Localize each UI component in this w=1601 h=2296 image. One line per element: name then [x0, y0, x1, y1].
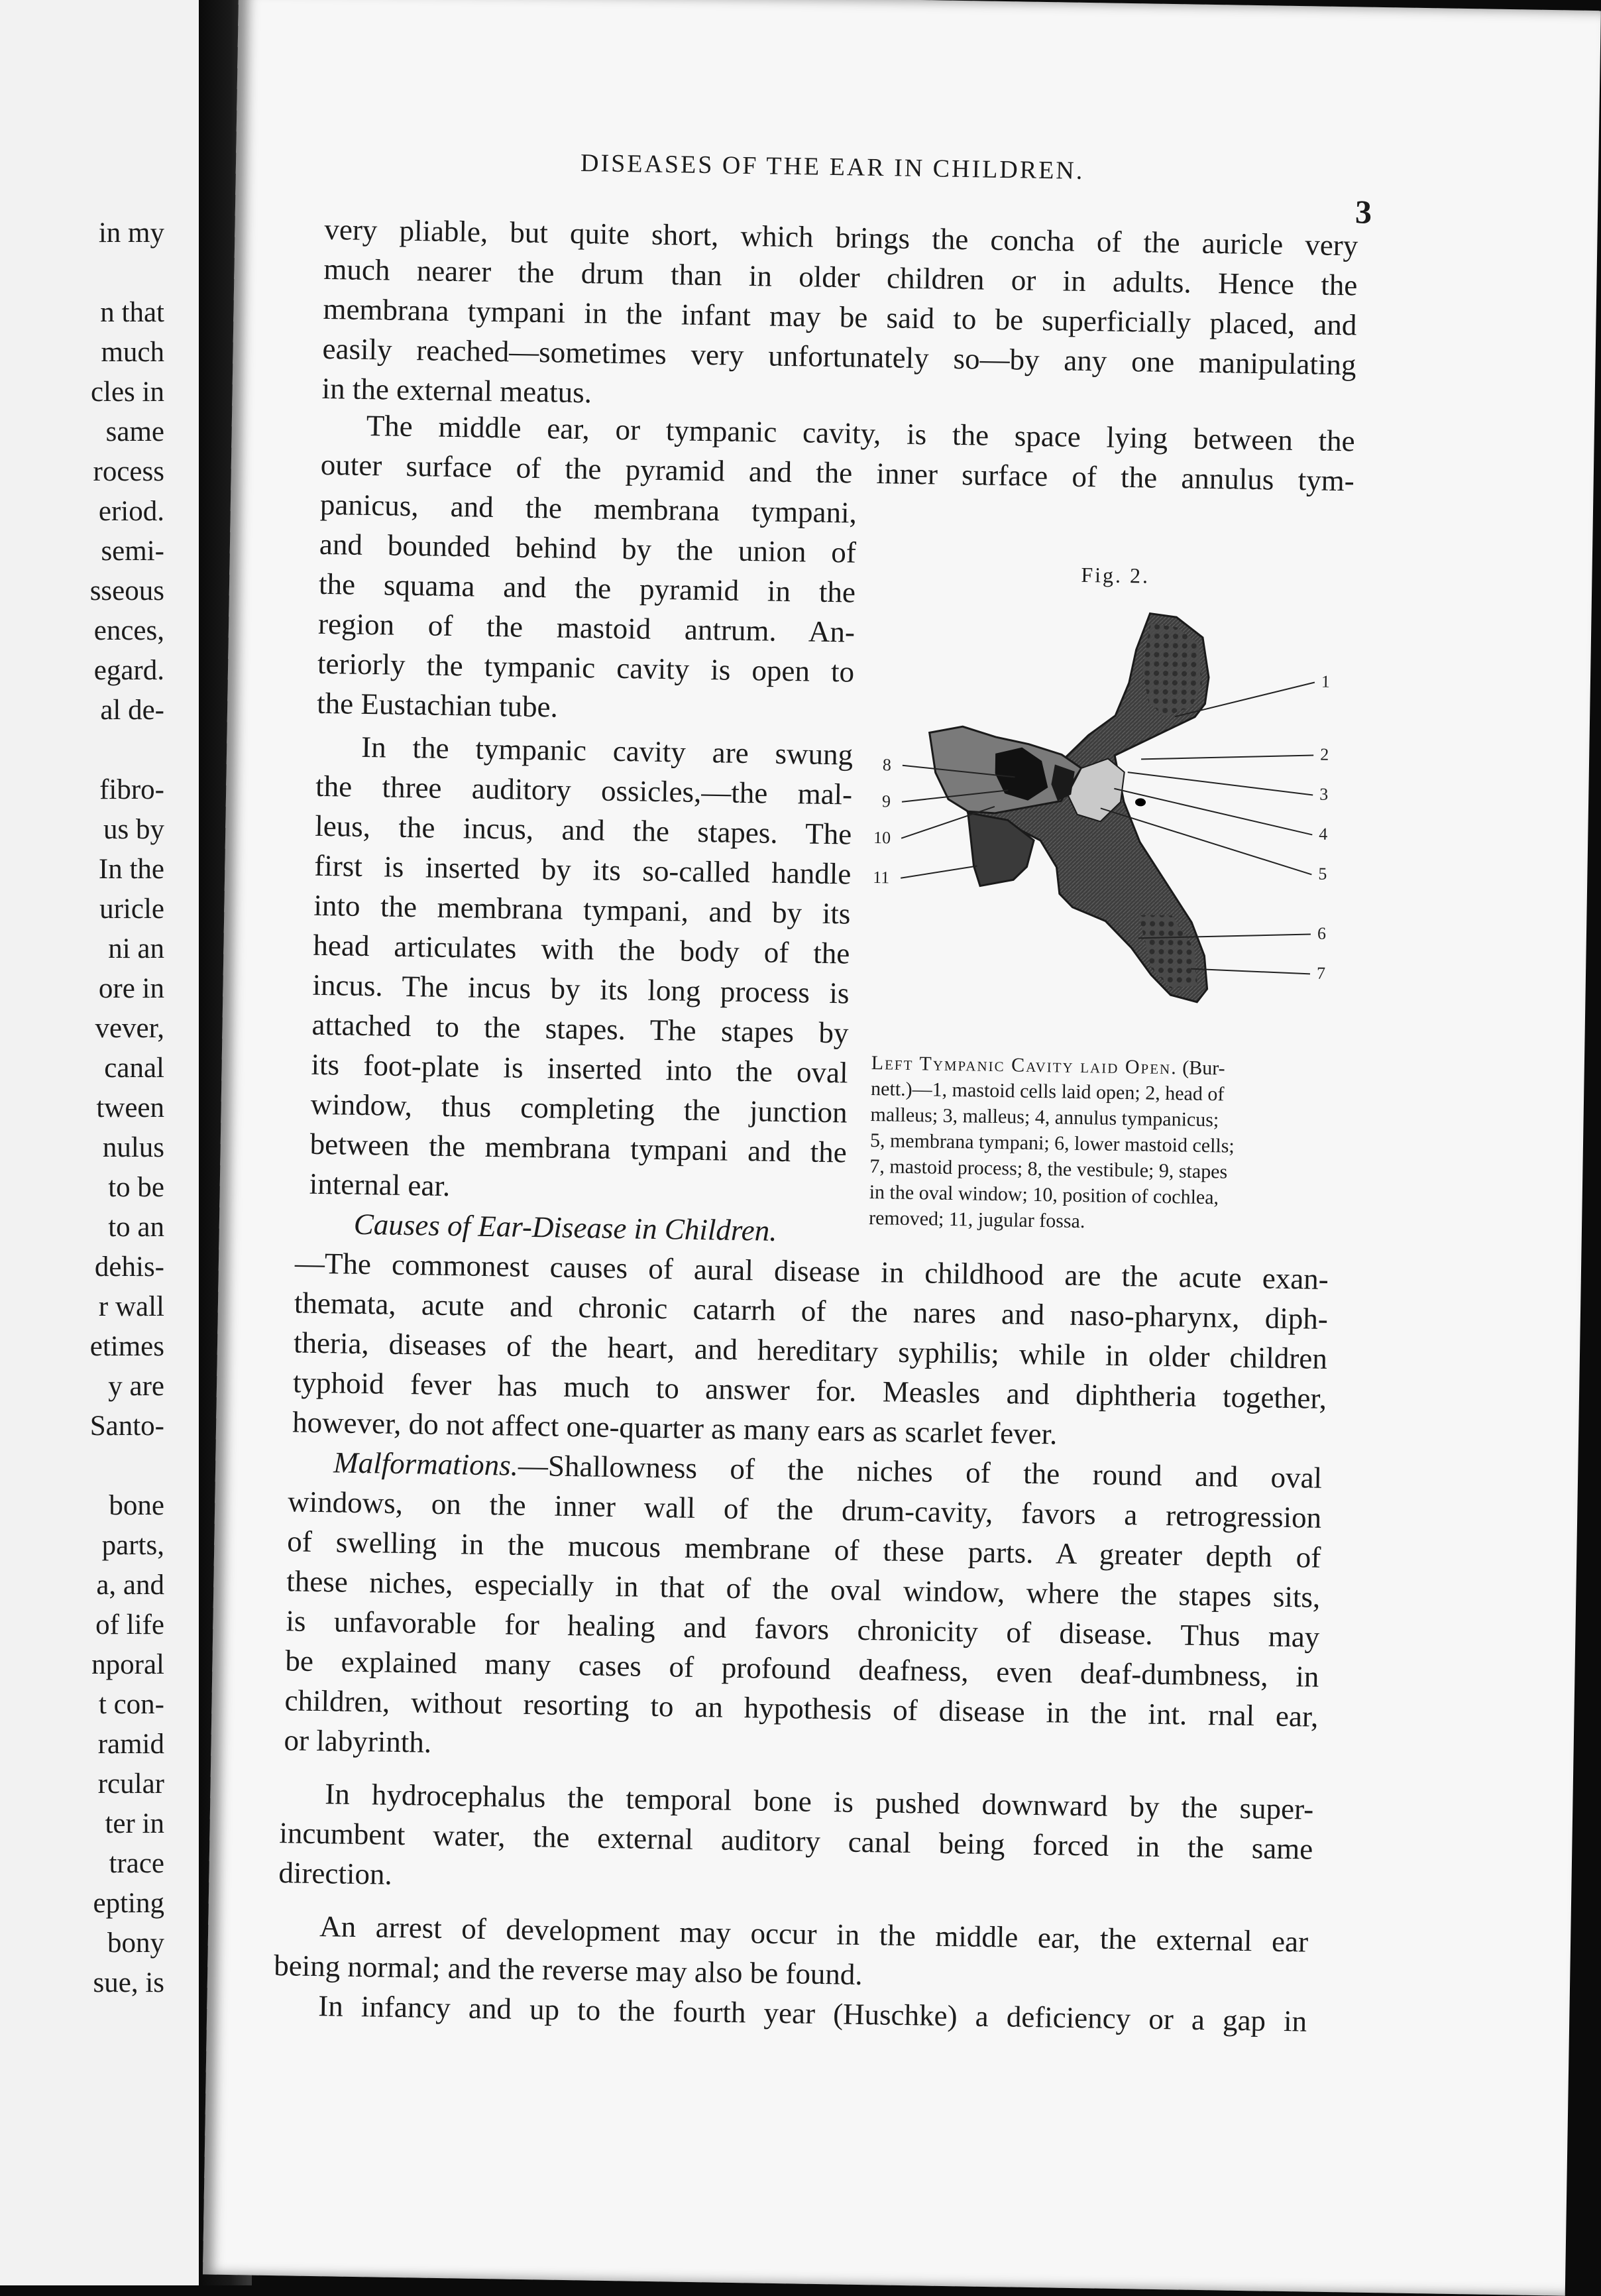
facing-page-text-fragment: ore in	[98, 973, 164, 1004]
figure-caption	[869, 1050, 1335, 1238]
text-line: much nearer the drum than in older children or in adults. Hence the	[323, 252, 1358, 302]
facing-page-text-fragment: dehis-	[94, 1251, 164, 1283]
text-line: region of the mastoid antrum. An-	[317, 606, 856, 649]
facing-page-text-fragment: us by	[103, 814, 164, 845]
text-line: window, thus completing the junction	[310, 1087, 848, 1129]
callout-8: 8	[882, 755, 892, 775]
callout-9: 9	[881, 791, 891, 811]
text-line: —The commonest causes of aural disease in childhood are the acute exan-	[294, 1246, 1329, 1296]
text-line: incus. The incus by its long process is	[312, 968, 850, 1010]
caption-line: 5, membrana tympani; 6, lower mastoid cells;	[869, 1129, 1235, 1157]
text-line: into the membrana tympani, and by its	[313, 888, 851, 931]
text-line: In the tympanic cavity are swung	[360, 730, 854, 772]
caption-line: removed; 11, jugular fossa.	[868, 1207, 1085, 1233]
callout-11: 11	[872, 868, 890, 888]
text-line: teriorly the tympanic cavity is open to	[317, 646, 855, 689]
paragraph-6	[278, 1773, 1314, 1908]
facing-page-text-fragment: canal	[104, 1053, 164, 1084]
facing-page-text-fragment: nporal	[91, 1649, 164, 1680]
running-head: DISEASES OF THE EAR IN CHILDREN.	[580, 148, 1085, 185]
text-line: children, without resorting to an hypothesis of disease in the int. rnal ear,	[284, 1684, 1319, 1733]
facing-page-text-fragment: ni an	[108, 933, 164, 964]
caption-text: (Bur-	[1182, 1057, 1225, 1080]
text-line: membrana tympani in the infant may be said to be superficially placed, and	[323, 292, 1357, 342]
text-line: is unfavorable for healing and favors chronicity of disease. Thus may	[286, 1604, 1320, 1654]
callout-5: 5	[1318, 864, 1327, 884]
facing-page-text-fragment: uricle	[99, 893, 164, 925]
facing-page-text-fragment: fibro-	[99, 774, 164, 805]
callout-6: 6	[1317, 923, 1327, 943]
facing-page-text-fragment: sseous	[89, 575, 164, 606]
paragraph-2-narrow	[317, 485, 857, 732]
facing-page-text-fragment: In the	[98, 854, 164, 885]
paragraph-4	[292, 1243, 1329, 1458]
facing-page-text-fragment: t con-	[98, 1689, 164, 1720]
facing-page-text-fragment: egard.	[93, 655, 164, 686]
text-line: head articulates with the body of the	[313, 928, 850, 970]
facing-page-text-fragment: eriod.	[98, 496, 164, 527]
facing-page-text-fragment: much	[101, 337, 164, 368]
text-line: outer surface of the pyramid and the inner surface of the annulus tym-	[320, 447, 1355, 498]
facing-page	[0, 0, 205, 2285]
text-line: its foot-plate is inserted into the oval	[311, 1047, 848, 1090]
caption-line: 7, mastoid process; 8, the vestibule; 9, stapes	[869, 1155, 1228, 1183]
figure-label: Fig. 2.	[1081, 562, 1150, 588]
caption-line: malleus; 3, malleus; 4, annulus tympanicus;	[870, 1104, 1219, 1131]
text-line: of swelling in the mucous membrane of these parts. A greater depth of	[286, 1524, 1321, 1574]
paragraph-5	[284, 1442, 1322, 1776]
facing-page-text-fragment: cles in	[90, 376, 164, 408]
bone-drawing	[925, 610, 1213, 1002]
facing-page-text-fragment: ramid	[97, 1729, 164, 1760]
callout-1: 1	[1321, 671, 1331, 691]
paragraph-3	[309, 726, 853, 1212]
callout-7: 7	[1316, 963, 1326, 983]
facing-page-text-fragment: of life	[95, 1609, 164, 1640]
text-line: the squama and the pyramid in the	[318, 567, 856, 609]
text-line: very pliable, but quite short, which brings the concha of the auricle very	[324, 212, 1358, 262]
caption-line: nett.)—1, mastoid cells laid open; 2, head of	[870, 1078, 1225, 1106]
facing-page-text-fragment: parts,	[101, 1530, 164, 1561]
facing-page-text-fragment: etimes	[89, 1331, 164, 1362]
facing-page-text-fragment: a, and	[96, 1570, 164, 1601]
malformations-heading: Malformations.	[333, 1446, 519, 1482]
page-number: 3	[1354, 193, 1372, 231]
text-line: or labyrinth.	[284, 1723, 432, 1759]
facing-page-text-fragment: bony	[107, 1927, 164, 1959]
text-line: in the external meatus.	[321, 371, 592, 410]
callout-2: 2	[1319, 744, 1329, 764]
paragraph-1	[321, 209, 1358, 424]
text-line: panicus, and the membrana tympani,	[319, 487, 857, 530]
facing-page-text-fragment: rcular	[97, 1768, 164, 1800]
facing-page-text-fragment: vever,	[95, 1013, 164, 1044]
facing-page-text-fragment: semi-	[101, 536, 164, 567]
text-line: and bounded behind by the union of	[319, 527, 857, 569]
facing-page-text-fragment: same	[105, 416, 164, 447]
text-line: the Eustachian tube.	[316, 686, 559, 724]
facing-page-text-fragment: sue, is	[93, 1967, 164, 1998]
causes-heading-text: Causes of Ear-Disease in Children.	[353, 1207, 777, 1247]
text-line: first is inserted by its so-called handle	[313, 848, 852, 891]
facing-page-text-fragment: to be	[108, 1172, 164, 1203]
book-page	[203, 0, 1601, 2296]
callout-10: 10	[873, 828, 891, 848]
text-line: attached to the stapes. The stapes by	[311, 1007, 849, 1050]
facing-page-text-fragment: Santo-	[89, 1410, 164, 1442]
text-line: easily reached—sometimes very unfortunately so—by any one manipulating	[322, 331, 1356, 382]
facing-page-text-fragment: ences,	[93, 615, 164, 646]
facing-page-text-fragment: to an	[108, 1212, 164, 1243]
text-line: between the membrana tympani and the	[309, 1127, 848, 1169]
facing-page-text-fragment: y are	[108, 1371, 164, 1402]
text-line: these niches, especially in that of the oval window, where the stapes sits,	[286, 1564, 1321, 1614]
text-line: internal ear.	[309, 1167, 451, 1203]
text-line: the three auditory ossicles,—the mal-	[315, 769, 853, 811]
text-line: being normal; and the reverse may also be found.	[273, 1949, 863, 1992]
facing-page-text-fragment: r wall	[98, 1291, 164, 1322]
text-line: incumbent water, the external auditory canal being forced in the same	[279, 1816, 1313, 1866]
callout-3: 3	[1319, 784, 1329, 804]
facing-page-text-fragment: in my	[98, 217, 164, 249]
facing-page-text-fragment: bone	[109, 1490, 164, 1521]
facing-page-text-fragment: tween	[96, 1092, 164, 1123]
caption-line: in the oval window; 10, position of cochlea,	[869, 1181, 1219, 1209]
text-line: be explained many cases of profound deafness, even deaf-dumbness, in	[285, 1644, 1319, 1693]
facing-page-text-fragment: epting	[93, 1888, 164, 1919]
facing-page-text-fragment: n that	[100, 297, 164, 328]
text-line: typhoid fever has much to answer for. Measles and diphtheria together,	[292, 1365, 1327, 1415]
facing-page-text-fragment: nulus	[102, 1132, 164, 1163]
callout-4: 4	[1319, 824, 1328, 844]
facing-page-text-fragment: trace	[109, 1848, 164, 1879]
text-line: An arrest of development may occur in the middle ear, the external ear	[319, 1910, 1309, 1959]
facing-page-text-fragment: al de-	[100, 695, 164, 726]
text-line: In infancy and up to the fourth year (Huschke) a deficiency or a gap in	[317, 1989, 1307, 2038]
facing-page-text-fragment: rocess	[93, 456, 164, 487]
text-run: —Shallowness of the niches of the round and oval	[518, 1448, 1323, 1495]
text-line: theria, diseases of the heart, and hereditary syphilis; while in older children	[293, 1326, 1328, 1375]
facing-page-text-fragment: ter in	[105, 1808, 164, 1839]
tympanic-cavity-illustration	[858, 599, 1343, 1064]
text-line: leus, the incus, and the stapes. The	[314, 809, 852, 851]
text-line: The middle ear, or tympanic cavity, is the space lying between the	[366, 408, 1356, 458]
text-line: direction.	[278, 1856, 393, 1891]
text-line: however, do not affect one-quarter as many ears as scarlet fever.	[292, 1405, 1058, 1451]
text-line: themata, acute and chronic catarrh of the nares and naso-pharynx, diph-	[294, 1286, 1329, 1336]
caption-title: Left Tympanic Cavity laid Open.	[871, 1052, 1178, 1079]
text-line: In hydrocephalus the temporal bone is pushed downward by the super-	[324, 1777, 1314, 1826]
text-line: windows, on the inner wall of the drum-cavity, favors a retrogression	[287, 1485, 1322, 1534]
